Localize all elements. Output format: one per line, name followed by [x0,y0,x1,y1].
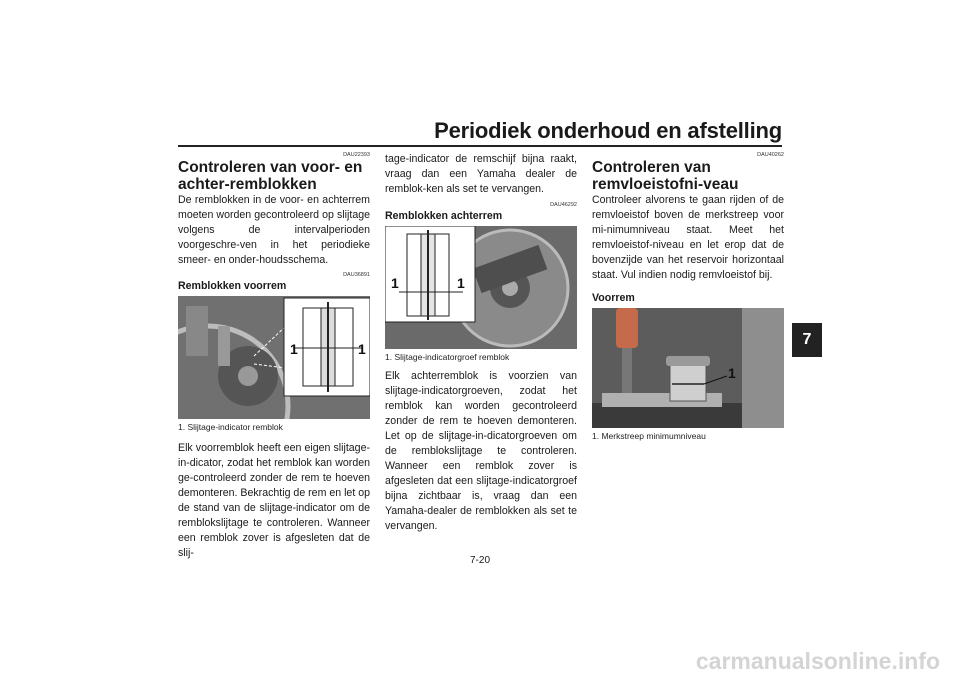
figure-caption: 1. Merkstreep minimumniveau [592,431,706,441]
section-code: DAU36891 [343,272,370,278]
brake-fluid-reservoir-illustration [592,308,784,428]
left-column [178,152,370,561]
rear-brake-illustration [385,226,577,349]
section-title: Controleren van remvloeistofni-veau [592,159,739,193]
intro-paragraph: De remblokken in de voor- en achterrem moeten worden gecontroleerd op slijtage volgens de intervalperioden voorgeschre-ven in het periodieke smeer- en onder-houdsschema. [178,194,370,266]
body-paragraph: Elk achterremblok is voorzien van slijtage-indicatorgroeven, zodat het remblok kan worden gecontroleerd zonder de rem te hoeven demonteren. Let op de slijtage-in-dicatorgroeven om de remblokslijtage te controleren. Wanneer een remblok zover is afgesleten dat een slijtage-indicatorgroef bijna zichtbaar is, vraag dan een Yamaha-dealer de remblokken als set te vervangen. [385,370,577,532]
section-code: DAU46292 [550,202,577,208]
subsection-title: Remblokken achterrem [385,210,503,222]
figure-label: 1 [457,275,465,291]
subsection-title: Voorrem [592,292,635,304]
body-paragraph: Elk voorremblok heeft een eigen slijtage-in-dicator, zodat het remblok kan worden ge-controleerd zonder de rem te hoeven demonteren. Bekrachtig de rem en let op de stand van de slijtage-indicator om de remblokslijtage te controleren. Wanneer een remblok zover is afgesleten dat de slij- [178,442,370,559]
front-brake-pad-figure [178,296,370,419]
rear-brake-pad-figure [385,226,577,349]
section-title: Controleren van voor- en achter-remblokken [178,159,363,193]
continued-paragraph: tage-indicator de remschijf bijna raakt, vraag dan een Yamaha dealer de remblok-ken als set te vervangen. [385,153,577,195]
figure-label: 1 [290,341,298,357]
chapter-tab: 7 [792,323,822,357]
figure-label: 1 [728,365,736,381]
section-code: DAU22393 [343,152,370,158]
subsection-title: Remblokken voorrem [178,280,287,292]
front-brake-illustration [178,296,370,419]
figure-label: 1 [391,275,399,291]
brake-fluid-reservoir-figure [592,308,784,428]
figure-label: 1 [358,341,366,357]
body-paragraph: Controleer alvorens te gaan rijden of de remvloeistof boven de merkstreep voor mi-nimumniveau staat. Meet het remvloeistof-niveau en let erop dat de bovenzijde van het reservoir horizontaal staat. Vul indien nodig remvloeistof bij. [592,194,784,281]
figure-caption: 1. Slijtage-indicator remblok [178,422,283,432]
page-number: 7-20 [469,555,490,566]
header-rule [178,145,782,147]
section-code: DAU40262 [757,152,784,158]
middle-column [385,152,577,534]
right-column [592,152,784,442]
watermark: carmanualsonline.info [695,648,940,674]
figure-caption: 1. Slijtage-indicatorgroef remblok [385,352,510,362]
page-header-title: Periodiek onderhoud en afstelling [434,118,782,143]
